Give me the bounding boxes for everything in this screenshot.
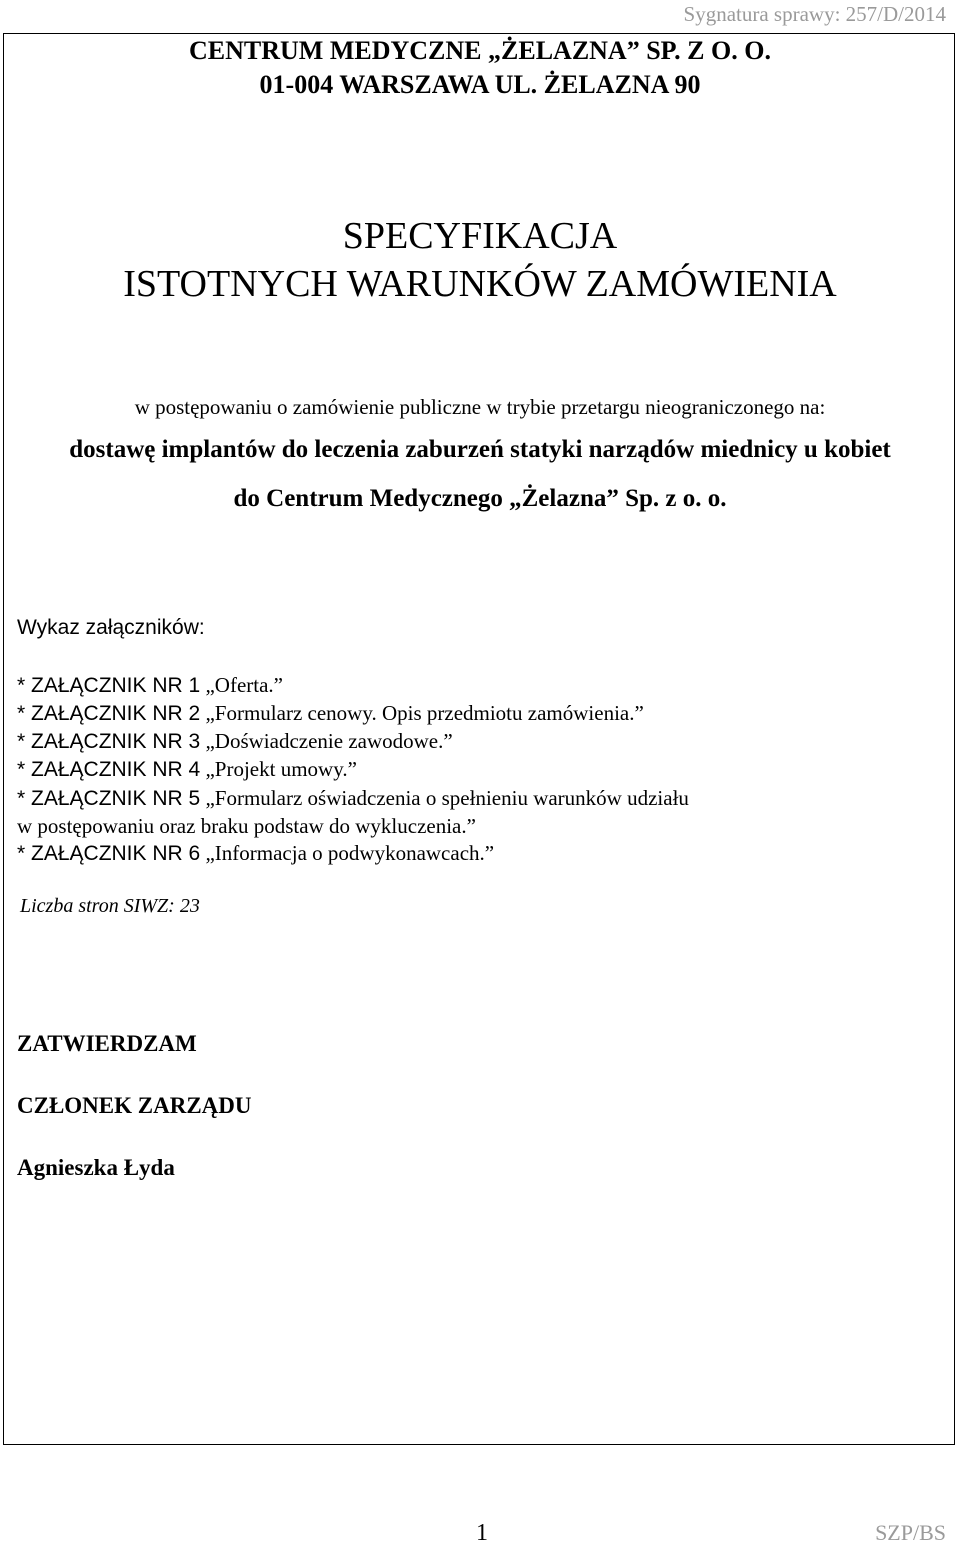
attachment-text: „Oferta.”: [200, 673, 283, 697]
footer-code: SZP/BS: [875, 1520, 946, 1545]
attachment-text: „Formularz cenowy. Opis przedmiotu zamówienia.”: [200, 701, 644, 725]
attachments-heading: Wykaz załączników:: [17, 616, 205, 639]
page-count: Liczba stron SIWZ: 23: [20, 895, 200, 917]
attachment-text: „Formularz oświadczenia o spełnieniu warunków udziału: [200, 786, 689, 810]
attachment-item: [17, 841, 494, 866]
attachment-item: [17, 673, 283, 698]
attachment-label: * ZAŁĄCZNIK NR 4: [17, 758, 201, 781]
attachment-item: [17, 701, 644, 726]
case-signature: Sygnatura sprawy: 257/D/2014: [683, 2, 946, 26]
approver-position: CZŁONEK ZARZĄDU: [17, 1093, 252, 1118]
page-number: 1: [476, 1520, 488, 1546]
attachment-text: w postępowaniu oraz braku podstaw do wykluczenia.”: [17, 814, 476, 838]
approval-label: ZATWIERDZAM: [17, 1031, 197, 1056]
title-line-1: SPECYFIKACJA: [342, 215, 618, 257]
attachment-text: „Doświadczenie zawodowe.”: [200, 729, 453, 753]
attachment-label: * ZAŁĄCZNIK NR 6: [17, 842, 201, 865]
subject-line-2: do Centrum Medycznego „Żelazna” Sp. z o. o.: [233, 485, 727, 512]
attachment-item: [17, 757, 357, 782]
header-company-address: 01-004 WARSZAWA UL. ŻELAZNA 90: [259, 70, 701, 99]
attachment-label: * ZAŁĄCZNIK NR 3: [17, 730, 201, 753]
header-company-name: CENTRUM MEDYCZNE „ŻELAZNA” SP. Z O. O.: [189, 36, 771, 65]
attachment-item: [17, 729, 453, 754]
attachment-text: „Projekt umowy.”: [200, 757, 357, 781]
attachment-label: * ZAŁĄCZNIK NR 1: [17, 674, 201, 697]
subject-line-1: dostawę implantów do leczenia zaburzeń statyki narządów miednicy u kobiet: [69, 436, 891, 463]
attachment-item-continuation: [17, 814, 476, 839]
attachment-label: * ZAŁĄCZNIK NR 5: [17, 787, 201, 810]
attachment-text: „Informacja o podwykonawcach.”: [200, 841, 495, 865]
attachment-item: [17, 786, 689, 811]
approver-name: Agnieszka Łyda: [17, 1155, 175, 1180]
attachment-label: * ZAŁĄCZNIK NR 2: [17, 702, 201, 725]
procedure-intro: w postępowaniu o zamówienie publiczne w trybie przetargu nieograniczonego na:: [134, 395, 826, 419]
title-line-2: ISTOTNYCH WARUNKÓW ZAMÓWIENIA: [123, 263, 837, 305]
